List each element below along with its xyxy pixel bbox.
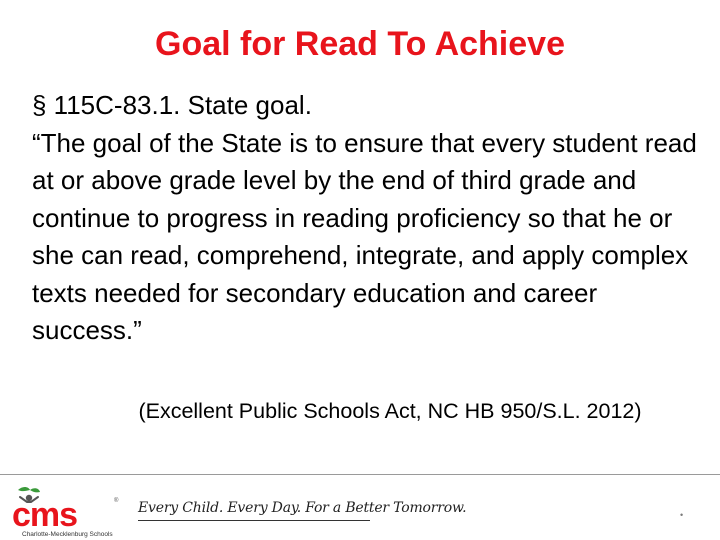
svg-text:®: ® (114, 498, 119, 504)
cms-logo-mark (8, 484, 128, 530)
statute-heading: § 115C-83.1. State goal. (32, 90, 312, 120)
cms-logo-text: cms (12, 496, 78, 530)
logo-subtitle: Charlotte-Mecklenburg Schools (22, 531, 113, 538)
slide-body (32, 87, 702, 350)
slide-number: • (680, 510, 684, 520)
tagline-underline (138, 520, 370, 521)
tagline: Every Child. Every Day. For a Better Tomorrow. (138, 500, 467, 516)
slide-title: Goal for Read To Achieve (155, 25, 565, 63)
citation: (Excellent Public Schools Act, NC HB 950/S.L. 2012) (138, 399, 642, 423)
footer (0, 480, 720, 540)
footer-divider (0, 474, 720, 475)
goal-quote: “The goal of the State is to ensure that every student read at or above grade level by the end of third grade and continue to progress in reading proficiency so that he or she can read, comprehend, integrate, and apply complex texts needed for secondary education and career success.” (32, 127, 697, 345)
cms-logo (8, 484, 128, 536)
